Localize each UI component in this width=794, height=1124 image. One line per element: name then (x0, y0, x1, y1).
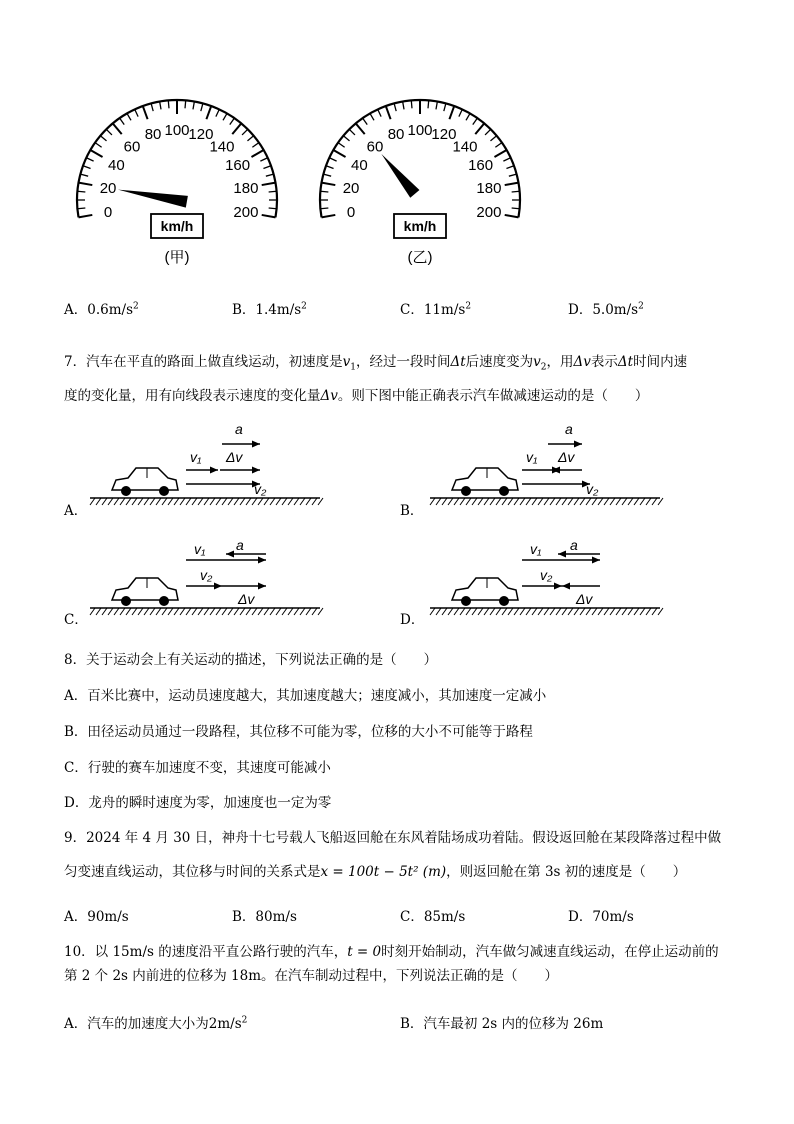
gauge-tick (473, 118, 478, 125)
accel-arrow-head (252, 441, 260, 448)
v2-label: v₂ (254, 481, 267, 497)
car-icon (112, 468, 178, 496)
q9-option-c: C．85m/s (400, 909, 466, 925)
gauge-tick (449, 106, 454, 119)
gauge-tick (505, 183, 519, 185)
gauge-needle (118, 190, 188, 208)
gauge-tick (495, 143, 502, 148)
gauge-tick (260, 158, 267, 161)
gauge-tick (349, 129, 355, 135)
speedometer-right (320, 100, 520, 266)
gauge-tick-label: 40 (108, 157, 125, 174)
gauge-tick (143, 106, 148, 119)
gauge-tick (95, 143, 102, 148)
gauge-tick-label: 200 (476, 204, 502, 222)
gauge-tick (320, 208, 328, 209)
gauge-tick-label: 180 (233, 179, 259, 197)
ground-hatch (90, 498, 323, 505)
gauge-tick (403, 102, 404, 110)
gauge-tick (77, 208, 85, 209)
q6-option-b: B．$1.4m/s^2$ (232, 301, 307, 318)
gauge-tick (428, 100, 429, 108)
v1-arrow-head (210, 467, 218, 474)
v2-label: v₂ (586, 481, 599, 497)
dv-label: Δv (558, 449, 575, 465)
q6-option-d: D．$5.0m/s^2$ (568, 301, 644, 318)
gauge-tick (329, 158, 336, 161)
q9-stem-line1: 9．2024 年 4 月 30 日，神舟十七号载人飞船返回舱在东风着陆场成功着陆。假设返回舱在某段降落过程中做 (64, 830, 722, 846)
gauge-tick (263, 166, 271, 169)
q7-stem-line2: 度的变化量，用有向线段表示速度的变化量Δv。则下图中能正确表示汽车做减速运动的是（ ） (64, 388, 649, 404)
gauge-tick (506, 166, 514, 169)
gauge-tick-label: 160 (225, 157, 251, 174)
q10-stem-line2: 第 2 个 2s 内前进的位移为 18m。在汽车制动过程中，下列说法正确的是（ ） (64, 968, 559, 984)
v1-label: v₁ (530, 541, 542, 557)
gauge-tick (475, 123, 484, 134)
gauge-unit-label: km/h (403, 218, 437, 234)
gauge-caption: (乙) (407, 249, 433, 266)
dv-label: Δv (226, 449, 243, 465)
gauge-tick (160, 102, 161, 110)
gauge-tick (90, 150, 102, 157)
gauge-tick (466, 113, 470, 120)
gauge-tick-label: 60 (123, 138, 141, 156)
gauge-tick-label: 200 (233, 204, 259, 222)
gauge-tick (151, 103, 153, 111)
gauge-tick (485, 129, 491, 135)
gauge-tick (459, 109, 462, 116)
gauge-tick (322, 183, 336, 185)
dv-arrow-head (258, 583, 266, 590)
gauge-tick (242, 129, 248, 135)
gauge-tick-label: 20 (99, 179, 117, 197)
car-icon (452, 578, 518, 606)
q7-option-d-label: D． (400, 612, 425, 628)
gauge-tick (370, 113, 374, 120)
v1-label: v₁ (526, 449, 538, 465)
gauge-tick (338, 143, 345, 148)
gauge-tick (77, 191, 85, 192)
gauge-tick (494, 150, 506, 157)
q9-stem-line2: 匀变速直线运动，其位移与时间的关系式是x = 100t − 5t² (m)，则返回舱在第 3s 初的速度是（ ） (64, 864, 687, 880)
gauge-tick (323, 174, 331, 176)
gauge-tick-label: 40 (351, 157, 368, 174)
gauge-tick (378, 109, 381, 116)
v1-label: v₁ (190, 449, 202, 465)
car-icon (452, 468, 518, 496)
gauge-tick (326, 166, 334, 169)
gauge-tick (193, 102, 194, 110)
gauge-tick (509, 174, 517, 176)
v1-arrow-head (258, 557, 266, 564)
gauge-tick (79, 183, 93, 185)
gauge-tick-label: 120 (431, 126, 457, 144)
q7-option-b-label: B． (400, 503, 424, 519)
accel-label: a (565, 421, 573, 437)
gauge-tick (356, 123, 365, 134)
v2-arrow-head (554, 583, 562, 590)
accel-arrow-head (574, 441, 582, 448)
gauge-unit-label: km/h (160, 218, 194, 234)
gauge-tick (230, 118, 235, 125)
speedometer-figure (60, 88, 540, 273)
gauge-tick (386, 106, 391, 119)
speedometer-left (77, 100, 277, 266)
gauge-tick (266, 174, 274, 176)
q10-stem-line1: 10．以 15m/s 的速度沿平直公路行驶的汽车，t = 0时刻开始制动，汽车做匀减速直线运动，在停止运动前的 (64, 944, 719, 960)
gauge-tick-label: 60 (366, 138, 384, 156)
gauge-tick (232, 123, 241, 134)
gauge-tick (512, 191, 520, 192)
q9-option-b: B．80m/s (232, 909, 297, 925)
gauge-tick-label: 0 (346, 204, 356, 222)
q7-option-a-label: A． (64, 503, 88, 519)
gauge-tick (269, 208, 277, 209)
gauge-tick (490, 136, 496, 141)
ground-hatch (430, 498, 663, 505)
gauge-tick (79, 215, 93, 217)
gauge-tick-label: 80 (387, 126, 405, 144)
q8-option-b: B．田径运动员通过一段路程，其位移不可能为零，位移的大小不可能等于路程 (64, 724, 533, 740)
gauge-tick (320, 191, 328, 192)
q8-stem: 8．关于运动会上有关运动的描述，下列说法正确的是（ ） (64, 652, 438, 668)
accel-label: a (236, 537, 244, 553)
gauge-tick-label: 140 (452, 138, 478, 156)
accel-arrow-head (226, 551, 234, 558)
q9-formula: x = 100t − 5t² (m) (320, 864, 447, 880)
gauge-tick-label: 20 (342, 179, 360, 197)
gauge-tick-label: 0 (103, 204, 113, 222)
gauge-tick (252, 143, 259, 148)
gauge-tick (363, 118, 368, 125)
q7-vector-diagrams (80, 418, 680, 618)
gauge-tick (168, 100, 169, 108)
q7-stem-line1: 7．汽车在平直的路面上做直线运动，初速度是$v_1$，经过一段时间Δt后速度变为$v_2$，用Δv表示Δt时间内速 (64, 354, 688, 373)
dv-label: Δv (576, 591, 593, 607)
gauge-tick (333, 150, 345, 157)
gauge-tick (100, 136, 106, 141)
gauge-tick (206, 106, 211, 119)
accel-label: a (570, 537, 578, 553)
gauge-tick (86, 158, 93, 161)
ground-hatch (430, 608, 663, 615)
gauge-tick (444, 103, 446, 111)
v2-label: v₂ (540, 567, 553, 583)
gauge-tick-label: 100 (164, 122, 190, 139)
q10-option-b: B．汽车最初 2s 内的位移为 26m (400, 1016, 604, 1032)
v1-arrow-head (592, 557, 600, 564)
gauge-tick (201, 103, 203, 111)
q8-option-c: C．行驶的赛车加速度不变，其速度可能减小 (64, 760, 331, 776)
gauge-tick (269, 191, 277, 192)
gauge-tick (80, 174, 88, 176)
q9-option-a: A．90m/s (64, 909, 129, 925)
gauge-tick (83, 166, 91, 169)
gauge-tick (262, 183, 276, 185)
gauge-tick (127, 113, 131, 120)
accel-label: a (235, 421, 243, 437)
q8-option-d: D．龙舟的瞬时速度为零，加速度也一定为零 (64, 795, 332, 811)
gauge-tick (223, 113, 227, 120)
gauge-caption: (甲) (164, 249, 190, 266)
v1-label: v₁ (194, 541, 206, 557)
v2-label: v₂ (200, 567, 213, 583)
gauge-tick (436, 102, 437, 110)
gauge-tick (343, 136, 349, 141)
gauge-tick-label: 160 (468, 157, 494, 174)
gauge-tick (135, 109, 138, 116)
gauge-tick (262, 215, 276, 217)
gauge-tick-label: 80 (144, 126, 162, 144)
q6-option-a: A．$0.6m/s^2$ (64, 301, 139, 318)
gauge-tick (512, 208, 520, 209)
ground-hatch (90, 608, 323, 615)
gauge-tick (106, 129, 112, 135)
q6-option-c: C．$11m/s^2$ (400, 301, 472, 318)
q9-option-d: D．70m/s (568, 909, 634, 925)
v2-arrow-head (214, 583, 222, 590)
gauge-tick (113, 123, 122, 134)
gauge-tick (411, 100, 412, 108)
q8-option-a: A．百米比赛中，运动员速度越大，其加速度越大；速度减小，其加速度一定减小 (64, 688, 547, 704)
accel-arrow-head (558, 551, 566, 558)
q7-option-c-label: C． (64, 612, 88, 628)
gauge-tick (120, 118, 125, 125)
gauge-tick-label: 180 (476, 179, 502, 197)
gauge-tick (251, 150, 263, 157)
dv-arrow-head (562, 583, 570, 590)
gauge-tick (185, 100, 186, 108)
gauge-tick-label: 100 (407, 122, 433, 139)
dv-arrow-head (252, 467, 260, 474)
gauge-tick (247, 136, 253, 141)
gauge-needle (381, 154, 419, 198)
car-icon (112, 578, 178, 606)
dv-label: Δv (238, 591, 255, 607)
q10-option-a: A．汽车的加速度大小为$2m/s^2$ (64, 1015, 248, 1032)
gauge-tick (216, 109, 219, 116)
gauge-tick (505, 215, 519, 217)
gauge-tick (503, 158, 510, 161)
gauge-tick (322, 215, 336, 217)
gauge-tick-label: 140 (209, 138, 235, 156)
gauge-tick-label: 120 (188, 126, 214, 144)
gauge-tick (394, 103, 396, 111)
